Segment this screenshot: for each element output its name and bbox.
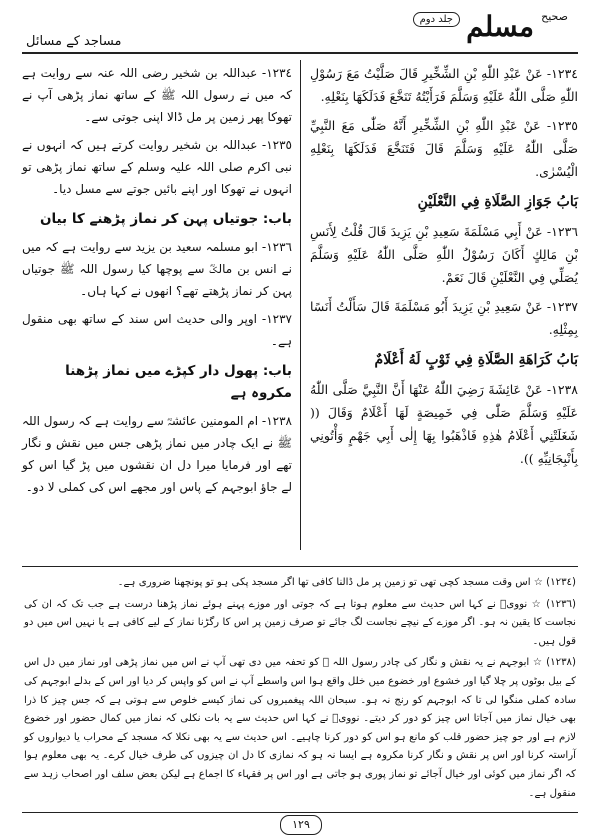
arabic-hadith-1236: ١٢٣٦- عَنْ أَبِي مَسْلَمَةَ سَعِيدِ بْنِ يَزِيدَ قَالَ قُلْتُ لِأَنَسِ بْنِ مَالِكٍ أَكَانَ رَسُوْلُ اللّٰهِ صَلَّى اللّٰهُ عَلَيْهِ وَسَلَّمَ يُصَلِّي فِي النَّعْلَيْنِ قَالَ نَعَمْ. (310, 224, 578, 285)
arabic-chapter-heading-2: بَابُ كَرَاهَةِ الصَّلَاةِ فِي ثَوْبٍ لَهُ أَعْلَامٌ (374, 352, 578, 368)
urdu-hadith-1238: ١٢٣٨- ام المومنین عائشہؓ سے روایت ہے کہ رسول اللہ ﷺ نے ایک چادر میں نماز پڑھی جس میں نقش و نگار تھے اور فرمایا میرا دل ان نقشوں میں پڑ گیا اس کو لے جاؤ ابوجہم کے پاس اور مجھے اس کی کملی لا دو۔ (22, 414, 292, 494)
page-number: ١٢٩ (280, 815, 322, 835)
urdu-chapter-heading-1: باب: جوتیاں پہن کر نماز پڑھنے کا بیان (39, 211, 292, 227)
arabic-chapter-heading-1: بَابُ جَوَازِ الصَّلَاةِ فِي النَّعْلَيْنِ (417, 194, 578, 210)
arabic-column (310, 62, 578, 470)
column-divider (300, 60, 301, 550)
footnote-1234: (١٢٣٤) ☆ اس وقت مسجد کچی تھی تو زمین پر مل ڈالنا کافی تھا اگر مسجد پکی ہو تو پونچھنا ضروری ہے۔ (117, 577, 576, 588)
arabic-hadith-1237: ١٢٣٧- عَنْ سَعِيدِ بْنِ يَزِيدَ أَبُو مَسْلَمَةَ قَالَ سَأَلْتُ أَنَسًا بِمِثْلِهِ. (310, 299, 578, 337)
page-header (22, 10, 578, 54)
volume-badge: جلد دوم (413, 12, 460, 27)
header-rule (22, 52, 578, 54)
urdu-hadith-1234: ١٢٣٤- عبداللہ بن شخیر رضی اللہ عنہ سے روایت ہے کہ میں نے رسول اللہ ﷺ کے ساتھ نماز پڑھی آپ نے تھوکا پھر زمین پر مل ڈالا اپنی جوتی سے۔ (22, 66, 292, 124)
book-title: مسلم (466, 10, 534, 43)
footnotes (24, 574, 576, 806)
urdu-chapter-heading-2: باب: پھول دار کپڑے میں نماز پڑھنا مکروہ ہے (65, 363, 292, 401)
footnote-1236: (١٢٣٦) ☆ نوویؒ نے کہا اس حدیث سے معلوم ہوتا ہے کہ جوتی اور موزے پہنے ہوئے نماز پڑھنا درست ہے جب تک کہ ان کی نجاست کا یقین نہ ہو۔ اگر موزے کے نیچے نجاست لگ جائے تو صرف زمین پر اس کا رگڑنا نماز کے لیے کافی ہے یا نہیں اس میں دو قول ہیں۔ (24, 598, 576, 647)
urdu-hadith-1237: ١٢٣٧- اوپر والی حدیث اس سند کے ساتھ بھی منقول ہے۔ (22, 312, 292, 348)
section-title: مساجد کے مسائل (26, 34, 122, 49)
book-title-prefix: صحیح (541, 10, 568, 23)
footnote-1238: (١٢٣٨) ☆ ابوجہم نے یہ نقش و نگار کی چادر رسول اللہ ﷺ کو تحفہ میں دی تھی آپ نے اس میں نماز پڑھی اور نماز میں دل اس کے بیل بوٹوں پر چلا گیا اور خشوع اور خضوع میں خلل واقع ہوا اس واسطے آپ نے اس کو واپس کر دیا اور اس کے بدلے ابوجہم کی سادہ کملی منگوا لی تا کہ ابوجہم کو رنج نہ ہو۔ سبحان اللہ پیغمبروں کی نماز کیسے خلوص سے ہوتی ہے کہ جس چیز کا ذرا بھی خیال نماز میں آجاتا اس چیز کو دور کر دیتے۔ نوویؒ نے کہا اس حدیث سے یہ بات نکلی کہ نماز میں کمال حضور اور خضوع لازم ہے اور جو چیز حضور قلب کو مانع ہو اس کو دور کرنا چاہیے۔ اس حدیث سے یہ بھی نکلا کہ مسجد کے محراب یا دیواروں کو آراستہ کرنا اور اس پر نقش و نگار کرنا مکروہ ہے ایسا نہ ہو کہ نمازی کا دل ان چیزوں کی طرف خیال کرے۔ یہ بھی معلوم ہوا کہ اگر نماز میں کوئی اور خیال آجائے تو نماز پوری ہو جاتی ہے اور اس پر فقہاء کا اجماع ہے لیکن بعض سلف اور اصحاب زہد سے منقول ہے۔ (24, 657, 576, 799)
urdu-column (22, 62, 292, 498)
bottom-rule (22, 812, 578, 813)
urdu-hadith-1235: ١٢٣٥- عبداللہ بن شخیر روایت کرتے ہیں کہ انہوں نے نبی اکرم صلی اللہ علیہ وسلم کے ساتھ نماز پڑھی تو انہوں نے تھوکا اور اپنے بائیں جوتے سے مسل دیا۔ (22, 138, 292, 196)
arabic-hadith-1235: ١٢٣٥- عَنْ عَبْدِ اللّٰهِ بْنِ الشِّخِّيرِ أَنَّهُ صَلّٰى مَعَ النَّبِيِّ صَلَّى اللّٰهُ عَلَيْهِ وَسَلَّمَ قَالَ فَتَنَخَّعَ فَدَلَكَهَا بِنَعْلِهِ الْيُسْرٰى. (310, 118, 578, 179)
arabic-hadith-1238: ١٢٣٨- عَنْ عَائِشَةَ رَضِيَ اللّٰهُ عَنْهَا أَنَّ النَّبِيَّ صَلَّى اللّٰهُ عَلَيْهِ وَسَلَّمَ صَلّٰى فِي خَمِيصَةٍ لَهَا أَعْلَامٌ وَقَالَ (( شَغَلَتْنِي أَعْلَامُ هٰذِهِ فَاذْهَبُوا بِهَا إِلٰى أَبِي جَهْمٍ وَأْتُونِي بِأَنْبِجَانِيِّهِ )). (310, 382, 578, 466)
footnote-rule (22, 566, 578, 567)
urdu-hadith-1236: ١٢٣٦- ابو مسلمہ سعید بن یزید سے روایت ہے کہ میں نے انس بن مالکؓ سے پوچھا کیا رسول اللہ ﷺ جوتیاں پہن کر نماز پڑھتے تھے؟ انھوں نے کہا ہاں۔ (22, 240, 292, 298)
arabic-hadith-1234: ١٢٣٤- عَنْ عَبْدِ اللّٰهِ بْنِ الشِّخِّيرِ قَالَ صَلَّيْتُ مَعَ رَسُوْلِ اللّٰهِ صَلَّى اللّٰهُ عَلَيْهِ وَسَلَّمَ فَرَأَيْتُهُ تَنَخَّعَ فَدَلَكَهَا بِنَعْلِهِ. (310, 66, 578, 104)
